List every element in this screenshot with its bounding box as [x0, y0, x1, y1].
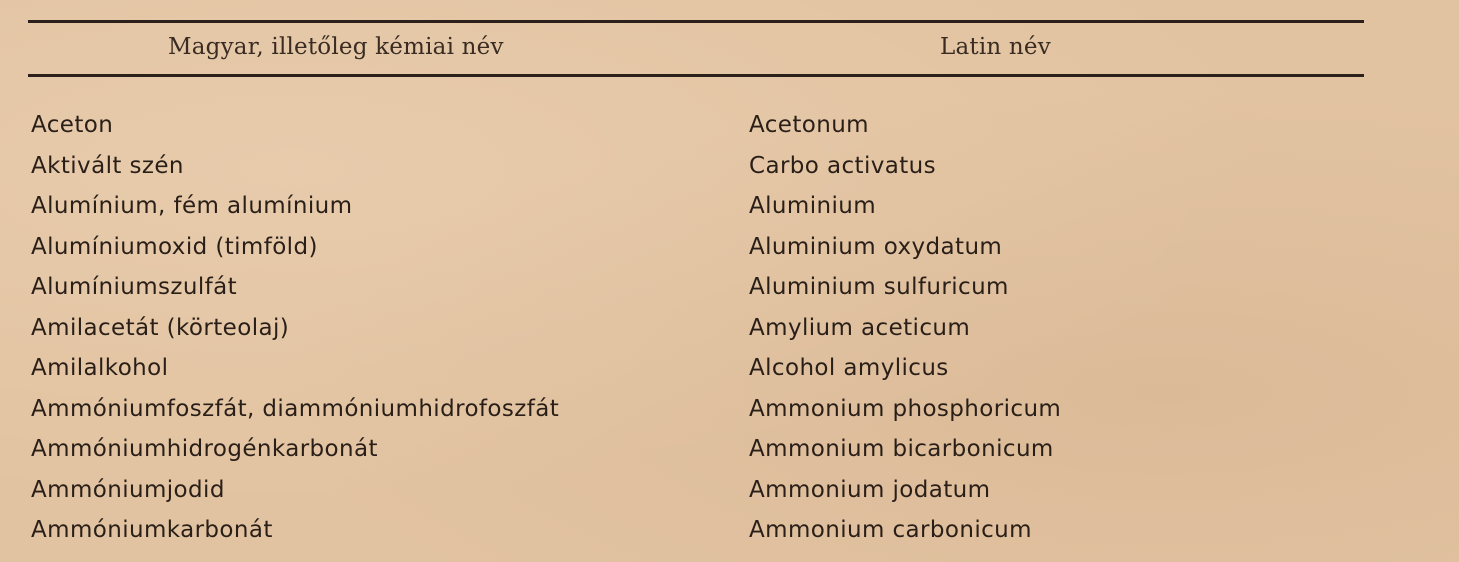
latin-name-cell: Ammonium jodatum [749, 476, 991, 503]
table-row [0, 390, 1459, 431]
column-header-latin: Latin név [940, 34, 1051, 60]
table-row [0, 511, 1459, 552]
latin-name-cell: Ammonium bicarbonicum [749, 436, 1054, 462]
latin-name-cell: Ammonium phosphoricum [749, 395, 1062, 422]
latin-name-cell: Aluminium oxydatum [749, 233, 1003, 260]
table-row [0, 147, 1459, 188]
hungarian-name-cell: Ammóniumkarbonát [31, 517, 273, 543]
table-row [0, 228, 1459, 269]
hungarian-name-cell: Alumíniumoxid (timföld) [31, 233, 318, 260]
hungarian-name-cell: Aktivált szén [31, 152, 184, 179]
latin-name-cell: Aluminium sulfuricum [749, 274, 1009, 300]
table-row [0, 430, 1459, 471]
hungarian-name-cell: Ammóniumjodid [31, 476, 225, 503]
column-header-hungarian: Magyar, illetőleg kémiai név [168, 34, 504, 60]
table-row [0, 309, 1459, 350]
latin-name-cell: Ammonium carbonicum [749, 517, 1032, 543]
hungarian-name-cell: Amilacetát (körteolaj) [31, 314, 290, 341]
hungarian-name-cell: Ammóniumfoszfát, diammóniumhidrofoszfát [31, 395, 560, 422]
hungarian-name-cell: Amilalkohol [31, 355, 169, 381]
table-row [0, 471, 1459, 512]
table-row [0, 268, 1459, 309]
table-row [0, 106, 1459, 147]
latin-name-cell: Acetonum [749, 112, 869, 138]
latin-name-cell: Aluminium [749, 193, 877, 219]
latin-name-cell: Carbo activatus [749, 152, 937, 179]
table-header-rule [28, 74, 1364, 77]
table-row [0, 187, 1459, 228]
hungarian-name-cell: Ammóniumhidrogénkarbonát [31, 436, 378, 462]
latin-name-cell: Amylium aceticum [749, 314, 971, 341]
hungarian-name-cell: Alumínium, fém alumínium [31, 193, 353, 219]
hungarian-name-cell: Aceton [31, 112, 114, 138]
table-body [0, 106, 1459, 552]
table-row [0, 349, 1459, 390]
hungarian-name-cell: Alumíniumszulfát [31, 274, 238, 300]
latin-name-cell: Alcohol amylicus [749, 355, 949, 381]
table-top-rule [28, 20, 1364, 23]
